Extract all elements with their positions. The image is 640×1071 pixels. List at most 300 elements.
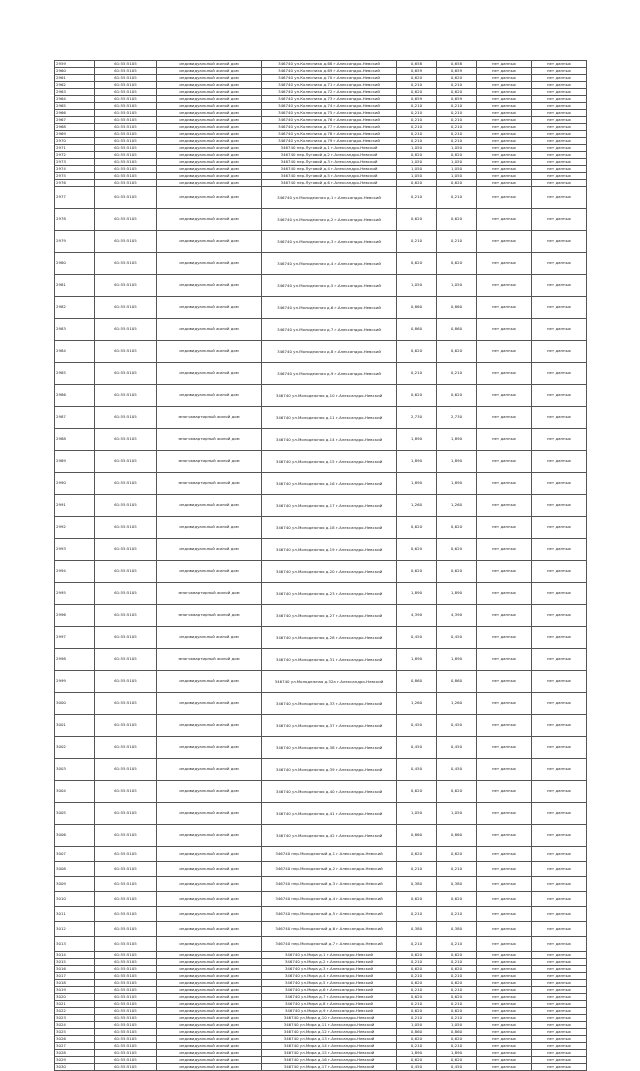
row-number: 3008 bbox=[55, 862, 95, 877]
row-number: 3022 bbox=[55, 1008, 95, 1015]
object-type: индивидуальный жилой дом bbox=[157, 110, 262, 117]
object-type: индивидуальный жилой дом bbox=[157, 693, 262, 715]
status-1: нет данных bbox=[477, 825, 532, 847]
row-number: 2991 bbox=[55, 495, 95, 517]
status-2: нет данных bbox=[532, 363, 587, 385]
area-total: 0,860 bbox=[397, 319, 437, 341]
status-1: нет данных bbox=[477, 68, 532, 75]
status-1: нет данных bbox=[477, 385, 532, 407]
area-total: 0,210 bbox=[397, 987, 437, 994]
area-living: 1,050 bbox=[437, 1022, 477, 1029]
row-number: 2978 bbox=[55, 209, 95, 231]
cadastral-code: 61:55:5105 bbox=[95, 61, 157, 68]
status-1: нет данных bbox=[477, 693, 532, 715]
cadastral-code: 61:55:5105 bbox=[95, 89, 157, 96]
area-living: 0,620 bbox=[437, 980, 477, 987]
object-type: индивидуальный жилой дом bbox=[157, 952, 262, 959]
status-1: нет данных bbox=[477, 539, 532, 561]
status-1: нет данных bbox=[477, 363, 532, 385]
object-type: индивидуальный жилой дом bbox=[157, 862, 262, 877]
area-living: 1,050 bbox=[437, 145, 477, 152]
row-number: 2971 bbox=[55, 145, 95, 152]
status-2: нет данных bbox=[532, 166, 587, 173]
object-type: индивидуальный жилой дом bbox=[157, 159, 262, 166]
area-living: 0,450 bbox=[437, 627, 477, 649]
address: 346740 ул.Молодежная д.15 г.Александро-Невский bbox=[262, 451, 397, 473]
area-living: 0,620 bbox=[437, 539, 477, 561]
status-2: нет данных bbox=[532, 138, 587, 145]
address: 346740 ул.Молодежная д.1 г.Александро-Невский bbox=[262, 187, 397, 209]
cadastral-code: 61:55:5105 bbox=[95, 517, 157, 539]
address: 346740 ул.Мира д.7 г.Александро-Невский bbox=[262, 994, 397, 1001]
object-type: индивидуальный жилой дом bbox=[157, 907, 262, 922]
area-living: 0,620 bbox=[437, 1008, 477, 1015]
status-2: нет данных bbox=[532, 117, 587, 124]
area-living: 0,860 bbox=[437, 1029, 477, 1036]
table-row bbox=[55, 429, 587, 451]
area-living: 1,890 bbox=[437, 429, 477, 451]
table-row bbox=[55, 166, 587, 173]
area-living: 0,210 bbox=[437, 103, 477, 110]
area-total: 0,210 bbox=[397, 82, 437, 89]
address: 346740 ул.Колесника д.74 г.Александро-Невский bbox=[262, 103, 397, 110]
object-type: индивидуальный жилой дом bbox=[157, 1022, 262, 1029]
status-1: нет данных bbox=[477, 145, 532, 152]
row-number: 3029 bbox=[55, 1057, 95, 1064]
table-row bbox=[55, 987, 587, 994]
object-type: индивидуальный жилой дом bbox=[157, 803, 262, 825]
row-number: 2960 bbox=[55, 68, 95, 75]
area-total: 0,620 bbox=[397, 89, 437, 96]
status-2: нет данных bbox=[532, 980, 587, 987]
cadastral-code: 61:55:5105 bbox=[95, 1001, 157, 1008]
status-2: нет данных bbox=[532, 583, 587, 605]
row-number: 3002 bbox=[55, 737, 95, 759]
area-total: 0,210 bbox=[397, 1015, 437, 1022]
status-2: нет данных bbox=[532, 987, 587, 994]
table-row bbox=[55, 319, 587, 341]
status-2: нет данных bbox=[532, 561, 587, 583]
status-1: нет данных bbox=[477, 1050, 532, 1057]
table-row bbox=[55, 159, 587, 166]
area-total: 1,890 bbox=[397, 583, 437, 605]
row-number: 2974 bbox=[55, 166, 95, 173]
address: 346740 ул.Молодежная д.31 г.Александро-Невский bbox=[262, 649, 397, 671]
address: 346740 ул.Мира д.3 г.Александро-Невский bbox=[262, 966, 397, 973]
address: 346740 ул.Молодежная д.42 г.Александро-Невский bbox=[262, 825, 397, 847]
object-type: индивидуальный жилой дом bbox=[157, 319, 262, 341]
status-1: нет данных bbox=[477, 253, 532, 275]
status-2: нет данных bbox=[532, 959, 587, 966]
table-row bbox=[55, 110, 587, 117]
status-2: нет данных bbox=[532, 973, 587, 980]
address: 346740 ул.Молодежная д.7 г.Александро-Невский bbox=[262, 319, 397, 341]
area-living: 0,620 bbox=[437, 952, 477, 959]
area-living: 1,050 bbox=[437, 275, 477, 297]
table-row bbox=[55, 1001, 587, 1008]
object-type: индивидуальный жилой дом bbox=[157, 363, 262, 385]
table-row bbox=[55, 1015, 587, 1022]
cadastral-code: 61:55:5105 bbox=[95, 103, 157, 110]
status-1: нет данных bbox=[477, 173, 532, 180]
area-living: 1,890 bbox=[437, 1050, 477, 1057]
area-total: 0,620 bbox=[397, 517, 437, 539]
status-1: нет данных bbox=[477, 341, 532, 363]
row-number: 2966 bbox=[55, 110, 95, 117]
object-type: индивидуальный жилой дом bbox=[157, 987, 262, 994]
area-living: 0,620 bbox=[437, 385, 477, 407]
cadastral-code: 61:55:5105 bbox=[95, 231, 157, 253]
object-type: индивидуальный жилой дом bbox=[157, 737, 262, 759]
area-total: 0,450 bbox=[397, 759, 437, 781]
object-type: многоквартирный жилой дом bbox=[157, 451, 262, 473]
status-2: нет данных bbox=[532, 341, 587, 363]
row-number: 3014 bbox=[55, 952, 95, 959]
area-total: 0,620 bbox=[397, 75, 437, 82]
status-1: нет данных bbox=[477, 781, 532, 803]
area-living: 0,210 bbox=[437, 959, 477, 966]
area-living: 0,860 bbox=[437, 297, 477, 319]
row-number: 2994 bbox=[55, 561, 95, 583]
address: 346740 ул.Молодежная д.11 г.Александро-Невский bbox=[262, 407, 397, 429]
area-total: 0,620 bbox=[397, 892, 437, 907]
row-number: 2969 bbox=[55, 131, 95, 138]
row-number: 3025 bbox=[55, 1029, 95, 1036]
status-1: нет данных bbox=[477, 517, 532, 539]
table-row bbox=[55, 473, 587, 495]
object-type: многоквартирный жилой дом bbox=[157, 649, 262, 671]
cadastral-code: 61:55:5105 bbox=[95, 110, 157, 117]
address: 346740 ул.Молодежная д.38 г.Александро-Невский bbox=[262, 737, 397, 759]
status-1: нет данных bbox=[477, 473, 532, 495]
cadastral-code: 61:55:5105 bbox=[95, 877, 157, 892]
row-number: 3012 bbox=[55, 922, 95, 937]
area-living: 0,210 bbox=[437, 138, 477, 145]
status-2: нет данных bbox=[532, 877, 587, 892]
row-number: 3017 bbox=[55, 973, 95, 980]
cadastral-code: 61:55:5105 bbox=[95, 539, 157, 561]
address: 346740 ул.Молодежная д.39 г.Александро-Невский bbox=[262, 759, 397, 781]
cadastral-code: 61:55:5105 bbox=[95, 1015, 157, 1022]
address: 346740 ул.Колесника д.77 г.Александро-Невский bbox=[262, 124, 397, 131]
cadastral-code: 61:55:5105 bbox=[95, 847, 157, 862]
row-number: 2982 bbox=[55, 297, 95, 319]
row-number: 3011 bbox=[55, 907, 95, 922]
status-2: нет данных bbox=[532, 627, 587, 649]
area-total: 0,620 bbox=[397, 966, 437, 973]
status-1: нет данных bbox=[477, 103, 532, 110]
status-2: нет данных bbox=[532, 319, 587, 341]
row-number: 3015 bbox=[55, 959, 95, 966]
row-number: 3030 bbox=[55, 1064, 95, 1071]
status-2: нет данных bbox=[532, 385, 587, 407]
status-2: нет данных bbox=[532, 89, 587, 96]
area-living: 0,210 bbox=[437, 231, 477, 253]
table-row bbox=[55, 959, 587, 966]
area-living: 1,050 bbox=[437, 166, 477, 173]
table-row bbox=[55, 495, 587, 517]
status-1: нет данных bbox=[477, 187, 532, 209]
object-type: индивидуальный жилой дом bbox=[157, 138, 262, 145]
address: 346740 пер.Луговой д.1 г.Александро-Невский bbox=[262, 145, 397, 152]
table-row bbox=[55, 231, 587, 253]
table-row bbox=[55, 103, 587, 110]
status-2: нет данных bbox=[532, 605, 587, 627]
status-1: нет данных bbox=[477, 737, 532, 759]
address: 346740 ул.Молодежная д.4 г.Александро-Невский bbox=[262, 253, 397, 275]
status-2: нет данных bbox=[532, 495, 587, 517]
cadastral-code: 61:55:5105 bbox=[95, 980, 157, 987]
status-2: нет данных bbox=[532, 517, 587, 539]
row-number: 2984 bbox=[55, 341, 95, 363]
address: 346740 пер.Молодежный д.5 г.Александро-Невский bbox=[262, 907, 397, 922]
status-2: нет данных bbox=[532, 539, 587, 561]
status-2: нет данных bbox=[532, 473, 587, 495]
address: 346740 ул.Мира д.9 г.Александро-Невский bbox=[262, 1008, 397, 1015]
address: 346740 ул.Молодежная д.2 г.Александро-Невский bbox=[262, 209, 397, 231]
status-2: нет данных bbox=[532, 209, 587, 231]
status-1: нет данных bbox=[477, 75, 532, 82]
object-type: многоквартирный жилой дом bbox=[157, 605, 262, 627]
area-total: 0,210 bbox=[397, 862, 437, 877]
status-1: нет данных bbox=[477, 759, 532, 781]
status-2: нет данных bbox=[532, 715, 587, 737]
area-total: 0,210 bbox=[397, 1043, 437, 1050]
table-row bbox=[55, 803, 587, 825]
area-living: 0,450 bbox=[437, 759, 477, 781]
address: 346740 ул.Молодежная д.14 г.Александро-Невский bbox=[262, 429, 397, 451]
cadastral-code: 61:55:5105 bbox=[95, 319, 157, 341]
area-total: 1,890 bbox=[397, 649, 437, 671]
status-1: нет данных bbox=[477, 907, 532, 922]
cadastral-code: 61:55:5105 bbox=[95, 1008, 157, 1015]
area-living: 0,620 bbox=[437, 1036, 477, 1043]
area-total: 0,450 bbox=[397, 737, 437, 759]
status-1: нет данных bbox=[477, 110, 532, 117]
status-2: нет данных bbox=[532, 275, 587, 297]
area-total: 0,210 bbox=[397, 973, 437, 980]
cadastral-code: 61:55:5105 bbox=[95, 907, 157, 922]
object-type: многоквартирный жилой дом bbox=[157, 583, 262, 605]
status-1: нет данных bbox=[477, 209, 532, 231]
table-row bbox=[55, 892, 587, 907]
area-living: 0,210 bbox=[437, 973, 477, 980]
table-row bbox=[55, 1022, 587, 1029]
address: 346740 ул.Мира д.6 г.Александро-Невский bbox=[262, 987, 397, 994]
status-1: нет данных bbox=[477, 82, 532, 89]
row-number: 2987 bbox=[55, 407, 95, 429]
row-number: 3016 bbox=[55, 966, 95, 973]
table-row bbox=[55, 517, 587, 539]
area-living: 0,380 bbox=[437, 877, 477, 892]
table-row bbox=[55, 124, 587, 131]
row-number: 2968 bbox=[55, 124, 95, 131]
table-row bbox=[55, 1008, 587, 1015]
cadastral-code: 61:55:5105 bbox=[95, 973, 157, 980]
status-2: нет данных bbox=[532, 110, 587, 117]
address: 346740 ул.Молодежная д.20 г.Александро-Невский bbox=[262, 561, 397, 583]
area-total: 0,620 bbox=[397, 253, 437, 275]
address: 346740 ул.Молодежная д.18 г.Александро-Невский bbox=[262, 517, 397, 539]
table-row bbox=[55, 131, 587, 138]
object-type: многоквартирный жилой дом bbox=[157, 407, 262, 429]
row-number: 2977 bbox=[55, 187, 95, 209]
object-type: индивидуальный жилой дом bbox=[157, 231, 262, 253]
address: 346740 ул.Колесника д.69 г.Александро-Невский bbox=[262, 68, 397, 75]
status-2: нет данных bbox=[532, 1043, 587, 1050]
table-row bbox=[55, 96, 587, 103]
area-total: 0,380 bbox=[397, 922, 437, 937]
cadastral-code: 61:55:5105 bbox=[95, 759, 157, 781]
table-row bbox=[55, 980, 587, 987]
object-type: индивидуальный жилой дом bbox=[157, 275, 262, 297]
object-type: индивидуальный жилой дом bbox=[157, 627, 262, 649]
table-row bbox=[55, 407, 587, 429]
row-number: 2973 bbox=[55, 159, 95, 166]
table-row bbox=[55, 907, 587, 922]
cadastral-code: 61:55:5105 bbox=[95, 385, 157, 407]
table-row bbox=[55, 1036, 587, 1043]
area-total: 0,860 bbox=[397, 297, 437, 319]
row-number: 3020 bbox=[55, 994, 95, 1001]
area-total: 0,210 bbox=[397, 1001, 437, 1008]
table-row bbox=[55, 187, 587, 209]
object-type: индивидуальный жилой дом bbox=[157, 1036, 262, 1043]
status-2: нет данных bbox=[532, 907, 587, 922]
area-total: 0,620 bbox=[397, 1057, 437, 1064]
row-number: 3007 bbox=[55, 847, 95, 862]
status-1: нет данных bbox=[477, 973, 532, 980]
object-type: индивидуальный жилой дом bbox=[157, 1057, 262, 1064]
table-row bbox=[55, 715, 587, 737]
table-row bbox=[55, 1029, 587, 1036]
status-1: нет данных bbox=[477, 407, 532, 429]
object-type: индивидуальный жилой дом bbox=[157, 180, 262, 187]
area-living: 0,620 bbox=[437, 994, 477, 1001]
area-living: 2,730 bbox=[437, 407, 477, 429]
status-2: нет данных bbox=[532, 825, 587, 847]
area-total: 0,450 bbox=[397, 627, 437, 649]
area-total: 1,890 bbox=[397, 473, 437, 495]
object-type: индивидуальный жилой дом bbox=[157, 825, 262, 847]
row-number: 2980 bbox=[55, 253, 95, 275]
status-1: нет данных bbox=[477, 583, 532, 605]
table-row bbox=[55, 561, 587, 583]
cadastral-code: 61:55:5105 bbox=[95, 987, 157, 994]
address: 346740 пер.Луговой д.2 г.Александро-Невский bbox=[262, 152, 397, 159]
row-number: 3027 bbox=[55, 1043, 95, 1050]
cadastral-code: 61:55:5105 bbox=[95, 138, 157, 145]
status-1: нет данных bbox=[477, 1001, 532, 1008]
area-living: 1,890 bbox=[437, 649, 477, 671]
address: 346740 ул.Колесника д.75 г.Александро-Невский bbox=[262, 110, 397, 117]
area-total: 0,210 bbox=[397, 124, 437, 131]
area-total: 0,620 bbox=[397, 952, 437, 959]
area-total: 0,620 bbox=[397, 847, 437, 862]
area-living: 1,890 bbox=[437, 583, 477, 605]
area-living: 0,210 bbox=[437, 131, 477, 138]
object-type: индивидуальный жилой дом bbox=[157, 922, 262, 937]
area-total: 1,050 bbox=[397, 173, 437, 180]
status-2: нет данных bbox=[532, 131, 587, 138]
row-number: 2975 bbox=[55, 173, 95, 180]
status-1: нет данных bbox=[477, 980, 532, 987]
area-living: 0,820 bbox=[437, 152, 477, 159]
area-living: 4,390 bbox=[437, 605, 477, 627]
row-number: 2983 bbox=[55, 319, 95, 341]
area-total: 0,620 bbox=[397, 180, 437, 187]
area-living: 0,659 bbox=[437, 68, 477, 75]
area-total: 0,820 bbox=[397, 152, 437, 159]
row-number: 3009 bbox=[55, 877, 95, 892]
cadastral-code: 61:55:5105 bbox=[95, 825, 157, 847]
row-number: 2967 bbox=[55, 117, 95, 124]
status-2: нет данных bbox=[532, 847, 587, 862]
area-total: 2,730 bbox=[397, 407, 437, 429]
address: 346740 ул.Колесника д.71 г.Александро-Невский bbox=[262, 82, 397, 89]
table-row bbox=[55, 1057, 587, 1064]
address: 346740 ул.Мира д.10 г.Александро-Невский bbox=[262, 1015, 397, 1022]
area-total: 0,620 bbox=[397, 980, 437, 987]
area-total: 0,210 bbox=[397, 110, 437, 117]
area-total: 0,860 bbox=[397, 825, 437, 847]
area-total: 0,450 bbox=[397, 1064, 437, 1071]
status-2: нет данных bbox=[532, 1036, 587, 1043]
area-total: 1,890 bbox=[397, 451, 437, 473]
row-number: 2959 bbox=[55, 61, 95, 68]
table-row bbox=[55, 180, 587, 187]
address: 346740 ул.Мира д.1 г.Александро-Невский bbox=[262, 952, 397, 959]
area-living: 0,210 bbox=[437, 124, 477, 131]
table-row bbox=[55, 862, 587, 877]
object-type: индивидуальный жилой дом bbox=[157, 1064, 262, 1071]
status-1: нет данных bbox=[477, 987, 532, 994]
status-1: нет данных bbox=[477, 297, 532, 319]
cadastral-code: 61:55:5105 bbox=[95, 152, 157, 159]
cadastral-code: 61:55:5105 bbox=[95, 605, 157, 627]
object-type: индивидуальный жилой дом bbox=[157, 877, 262, 892]
row-number: 2990 bbox=[55, 473, 95, 495]
area-total: 1,050 bbox=[397, 159, 437, 166]
area-living: 0,210 bbox=[437, 82, 477, 89]
status-1: нет данных bbox=[477, 96, 532, 103]
object-type: индивидуальный жилой дом bbox=[157, 759, 262, 781]
status-2: нет данных bbox=[532, 693, 587, 715]
area-living: 0,620 bbox=[437, 253, 477, 275]
status-1: нет данных bbox=[477, 319, 532, 341]
status-1: нет данных bbox=[477, 922, 532, 937]
status-2: нет данных bbox=[532, 759, 587, 781]
area-living: 1,260 bbox=[437, 495, 477, 517]
area-living: 0,210 bbox=[437, 363, 477, 385]
area-total: 0,620 bbox=[397, 209, 437, 231]
area-living: 0,659 bbox=[437, 96, 477, 103]
status-1: нет данных bbox=[477, 803, 532, 825]
row-number: 2963 bbox=[55, 89, 95, 96]
address: 346740 ул.Мира д.5 г.Александро-Невский bbox=[262, 980, 397, 987]
table-row bbox=[55, 173, 587, 180]
status-1: нет данных bbox=[477, 966, 532, 973]
cadastral-code: 61:55:5105 bbox=[95, 693, 157, 715]
status-2: нет данных bbox=[532, 1057, 587, 1064]
status-1: нет данных bbox=[477, 1036, 532, 1043]
row-number: 2962 bbox=[55, 82, 95, 89]
cadastral-code: 61:55:5105 bbox=[95, 959, 157, 966]
address: 346740 ул.Молодежная д.3 г.Александро-Невский bbox=[262, 231, 397, 253]
object-type: многоквартирный жилой дом bbox=[157, 429, 262, 451]
cadastral-code: 61:55:5105 bbox=[95, 68, 157, 75]
status-2: нет данных bbox=[532, 159, 587, 166]
